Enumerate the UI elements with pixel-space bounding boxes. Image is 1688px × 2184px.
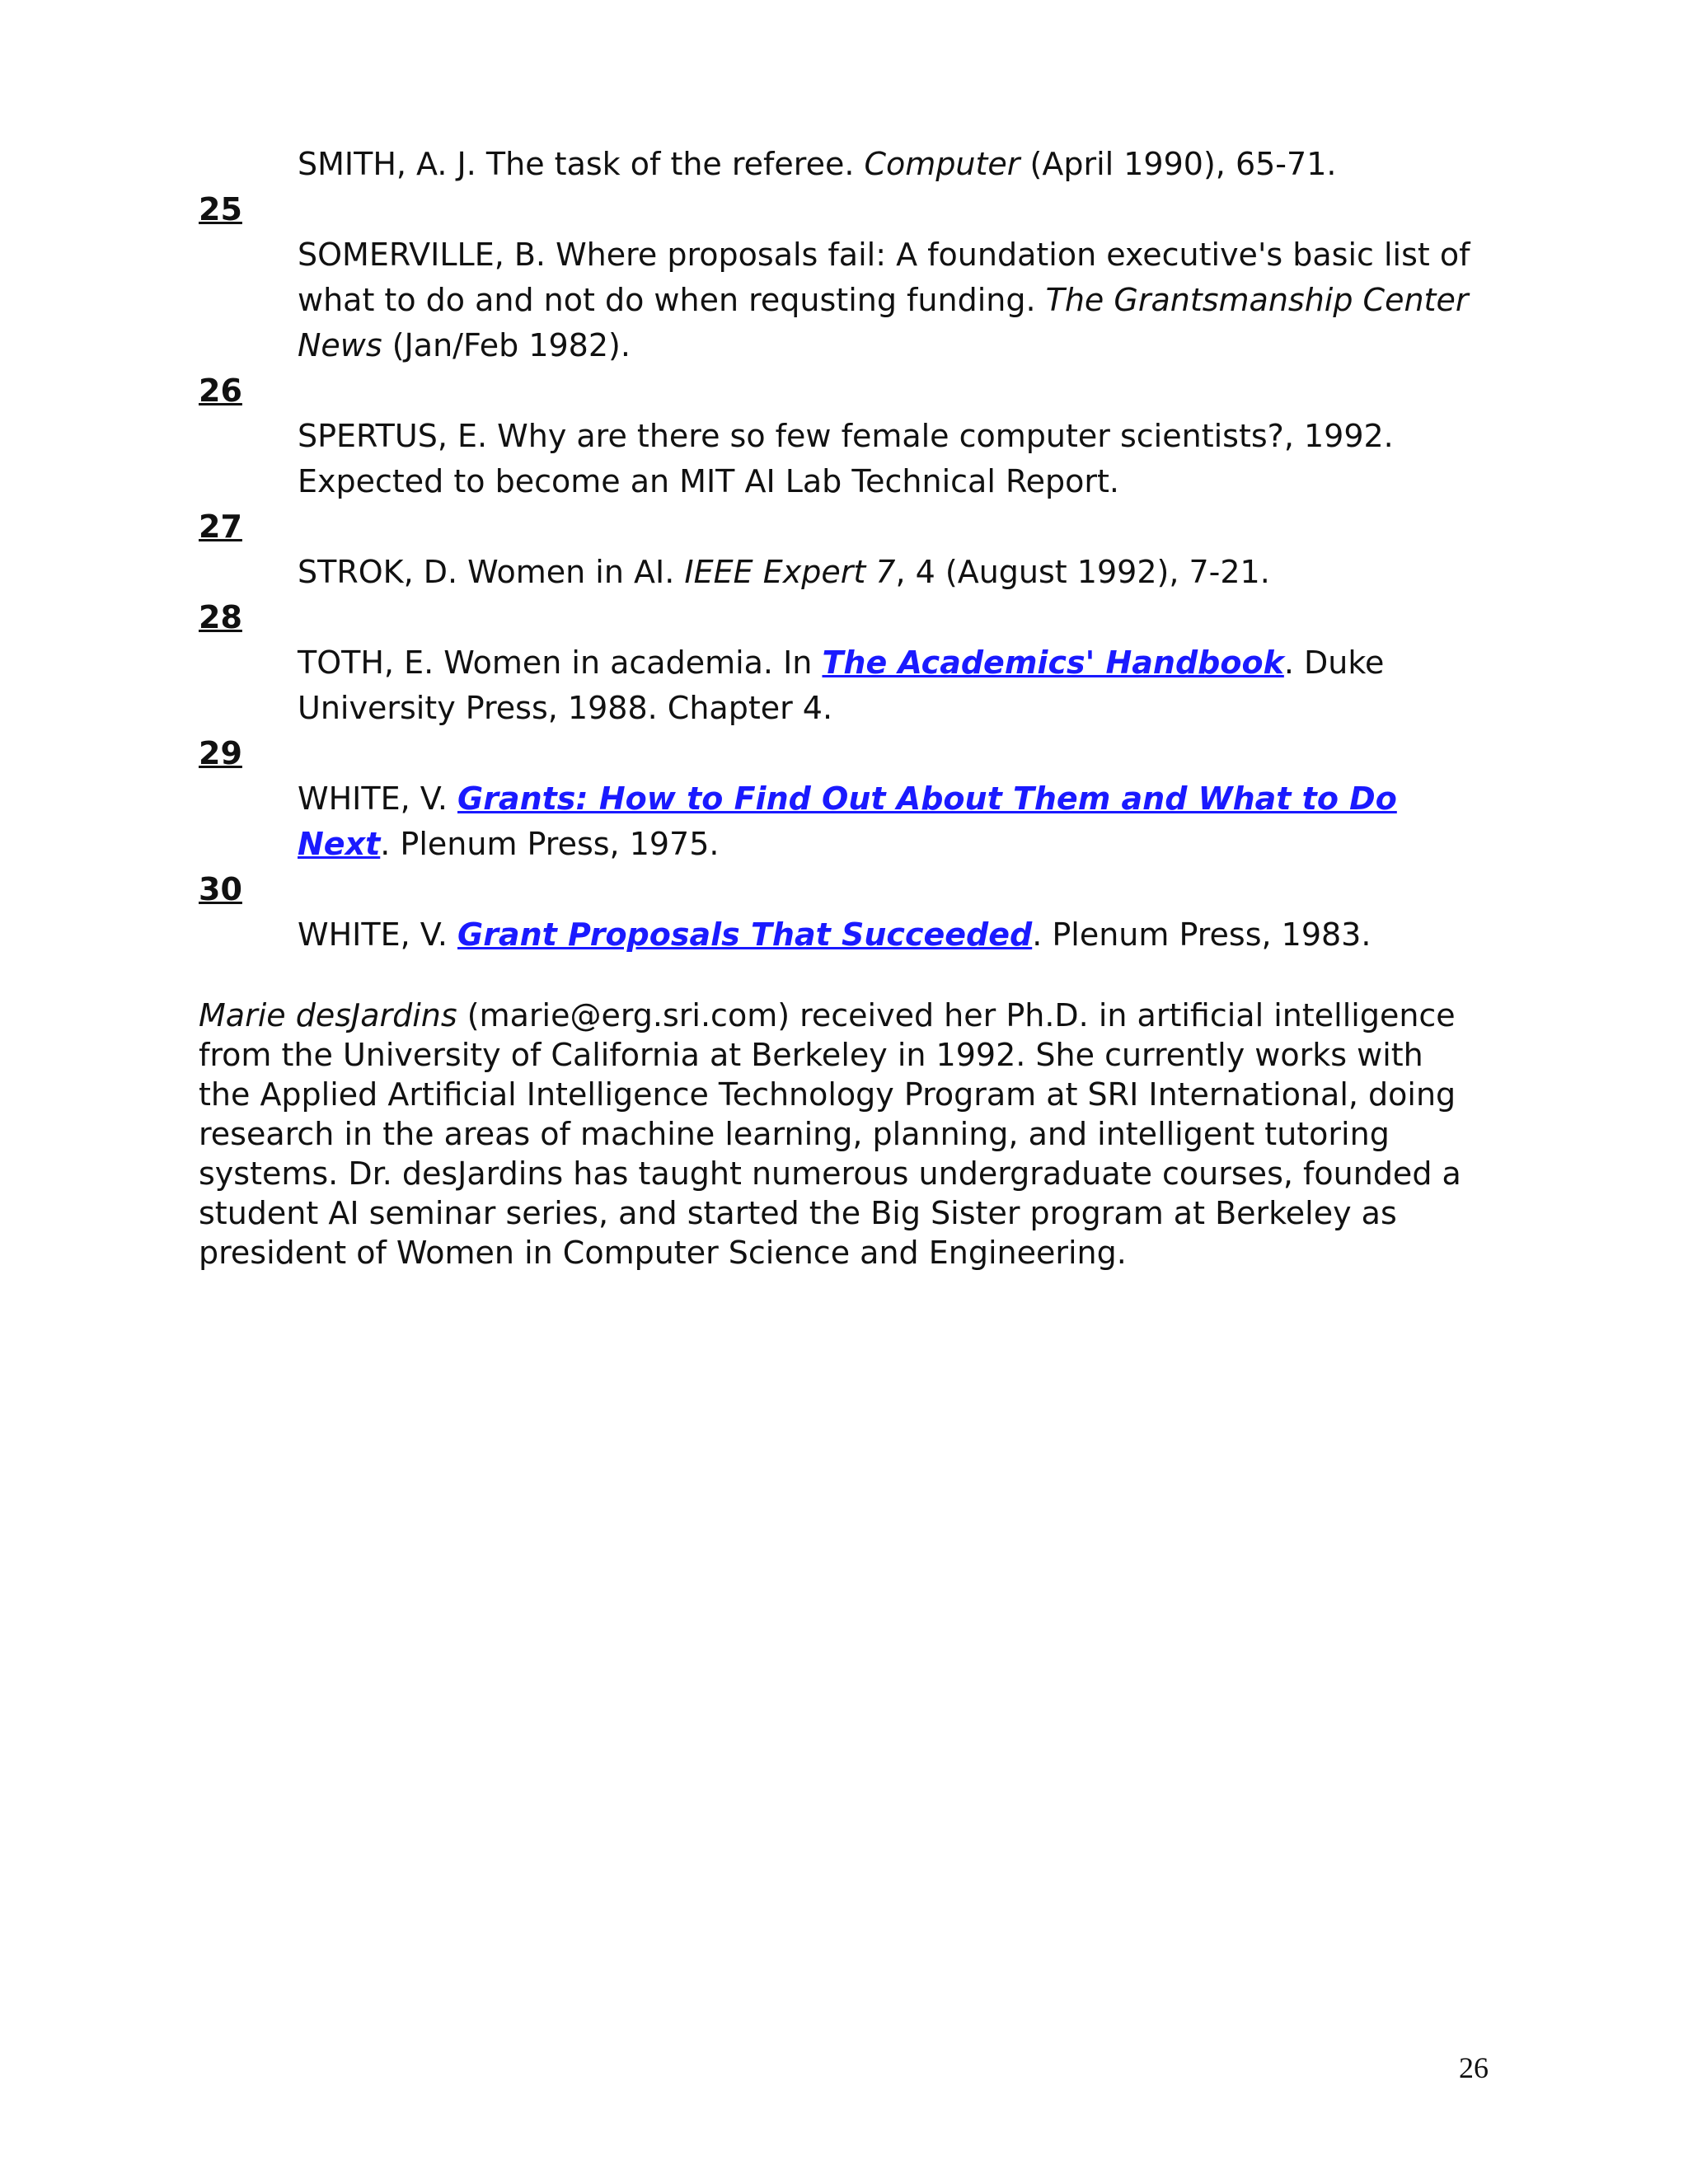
reference-text-segment: (April 1990), 65-71. — [1020, 146, 1337, 182]
reference-text-segment: SMITH, A. J. The task of the referee. — [298, 146, 865, 182]
reference-text-segment: TOTH, E. Women in academia. In — [298, 644, 823, 681]
reference-number: 27 — [199, 509, 242, 545]
reference-text — [298, 232, 1484, 368]
reference-text — [298, 912, 1484, 958]
reference-number: 28 — [199, 599, 242, 635]
reference-text-segment: . Duke University Press, 1988. Chapter 4. — [298, 644, 1385, 726]
reference-text-segment: WHITE, V. — [298, 916, 457, 953]
reference-entry — [199, 368, 1484, 504]
reference-text — [298, 640, 1484, 731]
reference-text-segment: . Plenum Press, 1975. — [380, 826, 720, 862]
page-number: 26 — [1459, 2051, 1489, 2084]
reference-text — [298, 142, 1484, 187]
reference-italic-title: The Grantsmanship Center News — [298, 282, 1469, 363]
reference-text-segment: SOMERVILLE, B. Where proposals fail: A foundation executive's basic list of what to do and not do when requsting funding. — [298, 237, 1470, 318]
reference-italic-title: Computer — [864, 146, 1020, 182]
reference-text — [298, 414, 1484, 504]
reference-book-link[interactable]: Grant Proposals That Succeeded — [457, 916, 1033, 953]
reference-book-link[interactable]: Grants: How to Find Out About Them and What to Do Next — [298, 780, 1397, 862]
reference-number: 29 — [199, 735, 242, 771]
author-bio-text: (marie@erg.sri.com) received her Ph.D. in artificial intelligence from the University of California at Berkeley in 1992. She currently works with the Applied Artificial Intelligence Technology Program at SRI International, doing research in the areas of machine learning, planning, and intelligent tutoring systems. Dr. desJardins has taught numerous undergraduate courses, founded a student AI seminar series, and started the Big Sister program at Berkeley as president of Women in Computer Science and Engineering. — [199, 997, 1461, 1271]
reference-text — [298, 776, 1484, 867]
reference-text-segment: (Jan/Feb 1982). — [382, 327, 631, 363]
reference-entry — [199, 142, 1484, 187]
reference-text-segment: WHITE, V. — [298, 780, 457, 817]
reference-text-segment: , 4 (August 1992), 7-21. — [895, 554, 1270, 590]
author-bio — [199, 996, 1484, 1272]
reference-text — [298, 550, 1484, 595]
author-name: Marie desJardins — [199, 997, 457, 1033]
reference-number: 30 — [199, 871, 242, 907]
reference-entry — [199, 867, 1484, 958]
reference-entry — [199, 595, 1484, 731]
reference-list — [199, 142, 1484, 958]
reference-text-segment: SPERTUS, E. Why are there so few female computer scientists?, 1992. Expected to become an MIT AI Lab Technical Report. — [298, 418, 1394, 499]
reference-text-segment: . Plenum Press, 1983. — [1032, 916, 1372, 953]
reference-number: 26 — [199, 373, 242, 409]
reference-entry — [199, 731, 1484, 867]
reference-entry — [199, 187, 1484, 368]
reference-italic-title: IEEE Expert 7 — [684, 554, 896, 590]
reference-number: 25 — [199, 191, 242, 227]
reference-book-link[interactable]: The Academics' Handbook — [822, 644, 1284, 681]
reference-entry — [199, 504, 1484, 595]
reference-text-segment: STROK, D. Women in AI. — [298, 554, 685, 590]
